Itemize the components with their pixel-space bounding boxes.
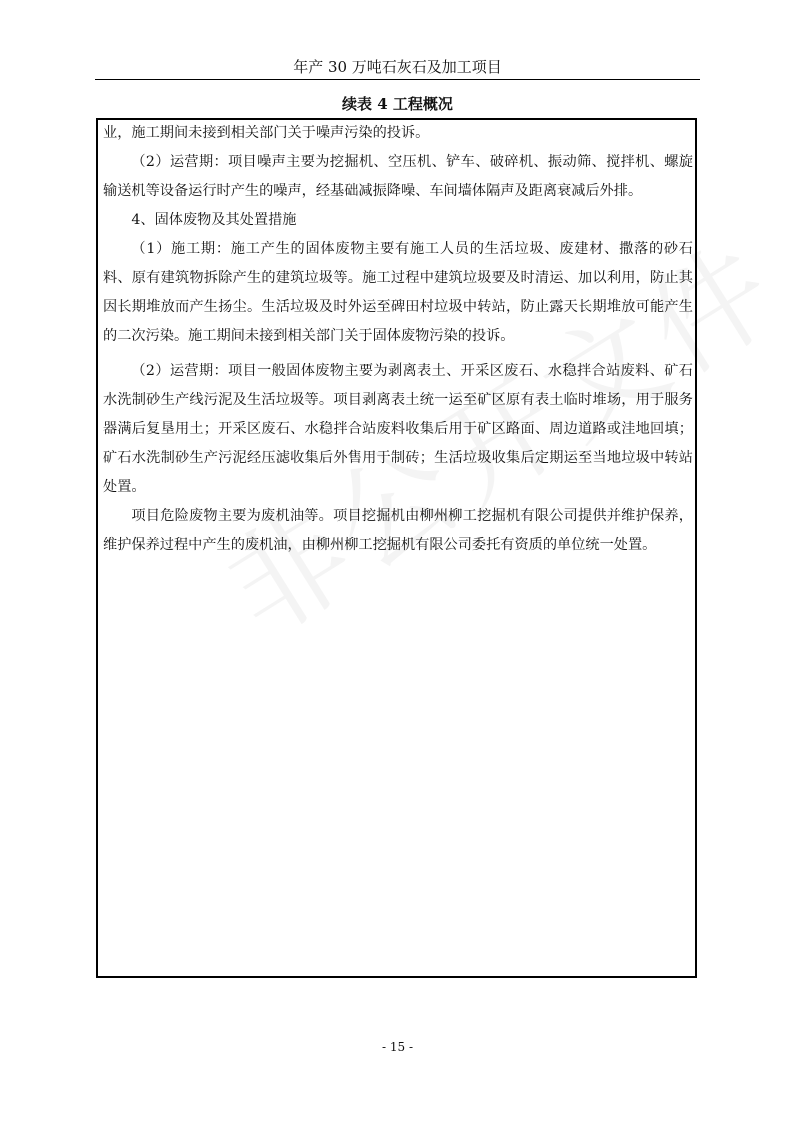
page-header: 年产 30 万吨石灰石及加工项目	[293, 58, 502, 76]
table-title: 续表 4 工程概况	[342, 95, 453, 113]
paragraph-solid-waste-operation: （2）运营期：项目一般固体废物主要为剥离表土、开采区废石、水稳拌合站废料、矿石水洗制砂生产线污泥及生活垃圾等。项目剥离表土统一运至矿区原有表土临时堆场，用于服务器满后复垦用土；开采区废石、水稳拌合站废料收集后用于矿区路面、周边道路或洼地回填；矿石水洗制砂生产污泥经压滤收集后外售用于制砖；生活垃圾收集后定期运至当地垃圾中转站处置。	[103, 363, 693, 495]
section-heading-solid-waste: 4、固体废物及其处置措施	[131, 212, 297, 228]
header-divider	[95, 79, 700, 80]
paragraph-solid-waste-construction: （1）施工期：施工产生的固体废物主要有施工人员的生活垃圾、废建材、撒落的砂石料、原有建筑物拆除产生的建筑垃圾等。施工过程中建筑垃圾要及时清运、加以利用，防止其因长期堆放而产生扬尘。生活垃圾及时外运至碑田村垃圾中转站，防止露天长期堆放可能产生的二次污染。施工期间未接到相关部门关于固体废物污染的投诉。	[103, 241, 693, 344]
paragraph-noise-operation: （2）运营期：项目噪声主要为挖掘机、空压机、铲车、破碎机、振动筛、搅拌机、螺旋输送机等设备运行时产生的噪声，经基础减振降噪、车间墙体隔声及距离衰减后外排。	[103, 154, 693, 199]
page-number: - 15 -	[381, 1040, 413, 1054]
paragraph-hazardous-waste: 项目危险废物主要为废机油等。项目挖掘机由柳州柳工挖掘机有限公司提供并维护保养，维护保养过程中产生的废机油，由柳州柳工挖掘机有限公司委托有资质的单位统一处置。	[103, 508, 693, 553]
paragraph-noise-continued: 业，施工期间未接到相关部门关于噪声污染的投诉。	[103, 125, 430, 141]
